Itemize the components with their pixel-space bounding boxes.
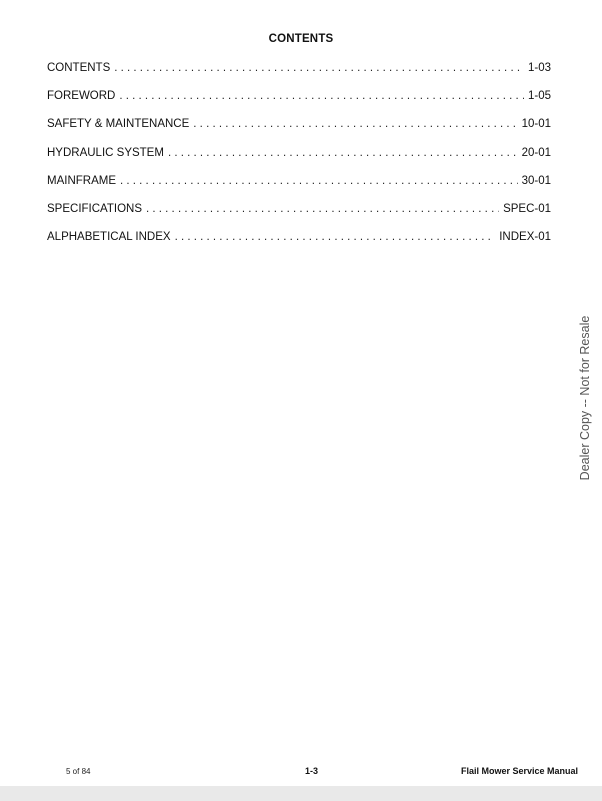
toc-entry[interactable] — [47, 147, 551, 175]
toc-leader-dots — [120, 175, 518, 187]
toc-leader-dots — [193, 118, 517, 130]
toc-leader-dots — [146, 203, 499, 215]
footer-page-number: 1-3 — [305, 766, 319, 776]
toc-entry[interactable] — [47, 62, 551, 90]
footer-page-count: 5 of 84 — [66, 767, 91, 776]
toc-entry-page: 10-01 — [521, 118, 551, 131]
toc-entry[interactable] — [47, 118, 551, 146]
toc-entry-page: INDEX-01 — [499, 231, 551, 244]
toc-leader-dots — [168, 147, 518, 159]
toc-entry-label: ALPHABETICAL INDEX — [47, 231, 171, 244]
toc-entry-page: SPEC-01 — [503, 202, 551, 215]
toc-entry-page: 20-01 — [521, 146, 551, 159]
toc-entry-page: 1-03 — [527, 62, 551, 74]
toc-entry-label: CONTENTS — [47, 62, 111, 74]
toc-leader-dots — [175, 231, 496, 243]
toc-entry-label: FOREWORD — [47, 90, 116, 103]
toc-entry-page: 30-01 — [521, 174, 551, 187]
toc-entry[interactable] — [47, 90, 551, 118]
toc-entry-label: SAFETY & MAINTENANCE — [47, 118, 190, 131]
toc-entry-page: 1-05 — [527, 90, 551, 103]
toc-entry-label: SPECIFICATIONS — [47, 202, 142, 215]
toc-entry[interactable] — [47, 203, 551, 231]
toc-entry[interactable] — [47, 175, 551, 203]
watermark-text: Dealer Copy -- Not for Resale — [578, 315, 592, 481]
footer-manual-title: Flail Mower Service Manual — [460, 766, 578, 776]
toc-entry-label: MAINFRAME — [47, 174, 116, 187]
toc-entry-label: HYDRAULIC SYSTEM — [47, 146, 164, 159]
table-of-contents — [47, 62, 551, 259]
toc-leader-dots — [119, 90, 524, 102]
toc-entry[interactable] — [47, 231, 551, 259]
toc-leader-dots — [114, 62, 524, 74]
page-title: CONTENTS — [268, 33, 334, 45]
